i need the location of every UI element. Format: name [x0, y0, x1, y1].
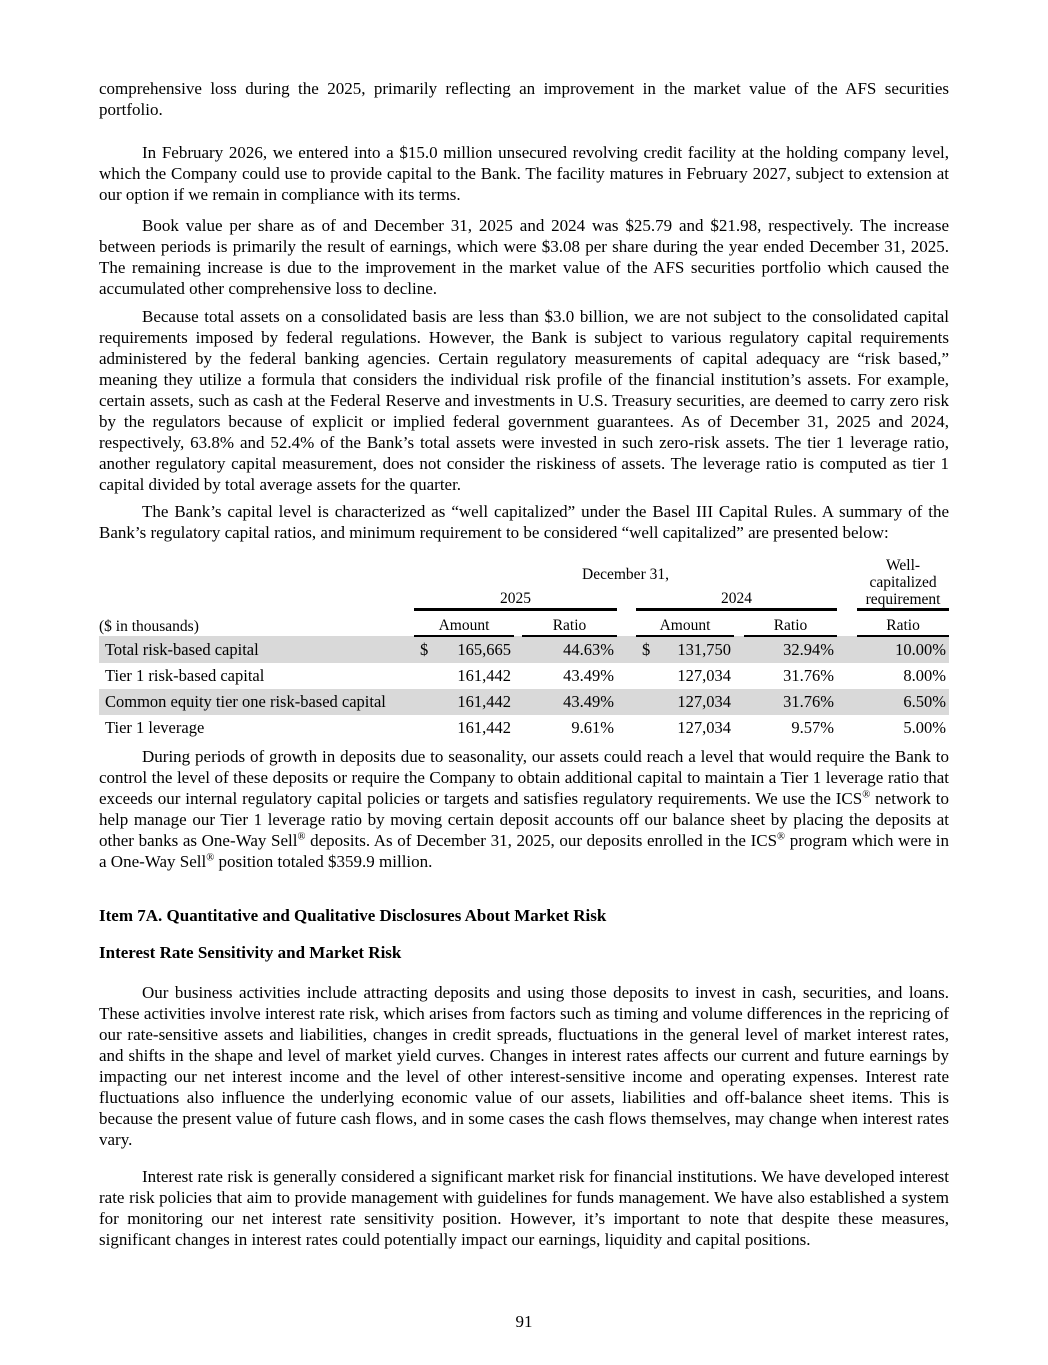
gap-cell: [734, 689, 744, 715]
amount-2024-value: 131,750: [664, 636, 734, 663]
heading-interest-rate-sensitivity: Interest Rate Sensitivity and Market Risk: [99, 943, 402, 962]
amount-2025-value: 161,442: [457, 718, 511, 737]
paragraph-book-value: Book value per share as of and December 31, 2025 and 2024 was $25.79 and $21.98, respectively. The increase between periods is primarily the result of earnings, which were $3.08 per share during the year ended December 31, 2025. The remaining increase is due to the improvement in the market value of the AFS securities portfolio which caused the accumulated other comprehensive loss to decline.: [99, 216, 949, 298]
year-2024-header: 2024: [636, 584, 837, 610]
amount-2024-value: 127,034: [664, 689, 734, 715]
ratio-2025-value: 9.61%: [571, 718, 614, 737]
paragraph-capital-requirements: Because total assets on a consolidated basis are less than $3.0 billion, we are not subject to the consolidated capital requirements imposed by federal regulations. However, the Bank is subject to various regulatory capital requirements administered by the federal banking agencies. Certain regulatory measurements of capital adequacy are “risk based,” meaning they utilize a formula that considers the individual risk profile of the financial institution’s assets. For example, certain assets, such as cash at the Federal Reserve and investments in U.S. Treasury securities, are deemed to carry zero risk by the regulators because of explicit or implied federal government guarantees. As of December 31, 2025 and 2024, respectively, 63.8% and 52.4% of the Bank’s total assets were invested in such zero-risk assets. The tier 1 leverage ratio, another regulatory capital measurement, does not consider the riskiness of assets. The leverage ratio is computed as tier 1 capital divided by total average assets for the quarter.: [99, 307, 949, 494]
gap-cell: [734, 610, 744, 637]
wellcap-ratio-value: 10.00%: [857, 636, 949, 663]
page-content: [99, 78, 949, 1250]
ratio-2024-value: 32.94%: [744, 636, 837, 663]
gap-cell: [837, 610, 857, 637]
dollar-sign: [414, 715, 442, 741]
wellcap-line-3: requirement: [865, 591, 941, 608]
row-header-label: ($ in thousands): [99, 618, 199, 635]
amount-2025-header: Amount: [414, 610, 514, 637]
table-row-tier1-leverage: [99, 715, 949, 741]
wellcap-ratio-value: 6.50%: [857, 689, 949, 715]
table-row-tier1-risk-based: [99, 663, 949, 689]
amount-2025-value: 161,442: [442, 689, 514, 715]
wellcap-ratio-header: Ratio: [857, 610, 949, 637]
ratio-2025-value: 43.49%: [563, 666, 614, 685]
ratio-2025-header: Ratio: [522, 610, 617, 637]
gap-cell: [617, 610, 636, 637]
row-label: Common equity tier one risk-based capital: [99, 689, 414, 715]
paragraph-continuation: comprehensive loss during the 2025, primarily reflecting an improvement in the market value of the AFS securities portfolio.: [99, 79, 949, 119]
table-row-total-risk-based: [99, 636, 949, 663]
empty-cell: [99, 584, 414, 610]
gap-cell: [514, 689, 522, 715]
gap-cell: [617, 584, 636, 610]
gap-cell: [514, 610, 522, 637]
dollar-sign: $: [414, 636, 442, 663]
dollar-sign: [636, 715, 664, 741]
gap-cell: [837, 556, 857, 584]
gap-cell: [514, 636, 522, 663]
gap-cell: [837, 584, 857, 610]
paragraph-ics-deposits: During periods of growth in deposits due to seasonality, our assets could reach a level that would require the Bank to control the level of these deposits or require the Company to obtain additional capital to maintain a Tier 1 leverage ratio that exceeds our internal regulatory capital policies or targets and satisfies regulatory requirements. We use the ICS® network to help manage our Tier 1 leverage ratio by moving certain deposit accounts off our balance sheet by placing the deposits at other banks as One-Way Sell® deposits. As of December 31, 2025, our deposits enrolled in the ICS® program which were in a One-Way Sell® position totaled $359.9 million.: [99, 747, 950, 871]
amount-2025-value: 165,665: [442, 636, 514, 663]
gap-cell: [837, 663, 857, 689]
ratio-2024-value: 31.76%: [783, 666, 835, 685]
gap-cell: [617, 715, 636, 741]
gap-cell: [734, 663, 744, 689]
dollar-sign: [636, 663, 664, 689]
gap-cell: [734, 715, 744, 741]
ratio-2024-value: 9.57%: [791, 718, 835, 737]
gap-cell: [837, 636, 857, 663]
ratio-2024-header: Ratio: [744, 610, 837, 637]
table-row-common-equity: [99, 689, 949, 715]
capital-ratios-table: [99, 556, 949, 741]
gap-cell: [734, 636, 744, 663]
gap-cell: [617, 663, 636, 689]
amount-2024-value: 127,034: [677, 666, 731, 685]
wellcap-requirement-header: [857, 556, 949, 610]
row-label: Tier 1 risk-based capital: [105, 666, 265, 685]
amount-2024-header: Amount: [636, 610, 734, 637]
wellcap-line-2: capitalized: [869, 574, 937, 591]
paragraph-business-activities: Our business activities include attracting deposits and using those deposits to invest in cash, securities, and loans. These activities involve interest rate risk, which arises from factors such as timing and volume differences in the repricing of our rate-sensitive assets and liabilities, changes in credit spreads, fluctuations in the general level of market interest rates, and shifts in the shape and level of market yield curves. Changes in interest rates affects our current and future earnings by impacting our net interest income and the level of other interest-sensitive income and operating expenses. Interest rate fluctuations also influence the underlying economic value of our assets, liabilities and off-balance sheet items. This is because the present value of future cash flows, and in some cases the cash flows themselves, may change when interest rates vary.: [99, 983, 949, 1149]
heading-item-7a: Item 7A. Quantitative and Qualitative Disclosures About Market Risk: [99, 906, 607, 925]
dollar-sign: [414, 689, 442, 715]
gap-cell: [617, 636, 636, 663]
dollar-sign: [414, 663, 442, 689]
date-header: December 31,: [582, 566, 669, 583]
dollar-sign: $: [636, 636, 664, 663]
year-2025-header: 2025: [414, 584, 617, 610]
ratio-2024-value: 31.76%: [744, 689, 837, 715]
wellcap-ratio-value: 5.00%: [903, 718, 947, 737]
wellcap-ratio-value: 8.00%: [903, 666, 947, 685]
wellcap-line-1: Well-: [886, 557, 921, 574]
ratio-2025-value: 44.63%: [522, 636, 617, 663]
gap-cell: [837, 689, 857, 715]
ratio-2025-value: 43.49%: [522, 689, 617, 715]
gap-cell: [514, 715, 522, 741]
paragraph-capital-level: The Bank’s capital level is characterized as “well capitalized” under the Basel III Capital Rules. A summary of the Bank’s regulatory capital ratios, and minimum requirement to be considered “well capitalized” are presented below:: [99, 502, 949, 542]
dollar-sign: [636, 689, 664, 715]
gap-cell: [617, 689, 636, 715]
paragraph-interest-rate-risk: Interest rate risk is generally considered a significant market risk for financial institutions. We have developed interest rate risk policies that aim to provide management with guidelines for funds management. We have also established a system for monitoring our net interest rate sensitivity position. However, it’s important to note that despite these measures, significant changes in interest rates could potentially impact our earnings, liquidity and capital positions.: [99, 1167, 949, 1249]
amount-2025-value: 161,442: [457, 666, 511, 685]
gap-cell: [837, 715, 857, 741]
paragraph-credit-facility: In February 2026, we entered into a $15.0 million unsecured revolving credit facility at the holding company level, which the Company could use to provide capital to the Bank. The facility matures in February 2027, subject to extension at our option if we remain in compliance with its terms.: [99, 143, 949, 204]
gap-cell: [514, 663, 522, 689]
page-number: 91: [515, 1312, 533, 1331]
table-corner-cell: [99, 556, 414, 584]
row-label: Tier 1 leverage: [105, 718, 205, 737]
amount-2024-value: 127,034: [677, 718, 731, 737]
row-label: Total risk-based capital: [99, 636, 414, 663]
